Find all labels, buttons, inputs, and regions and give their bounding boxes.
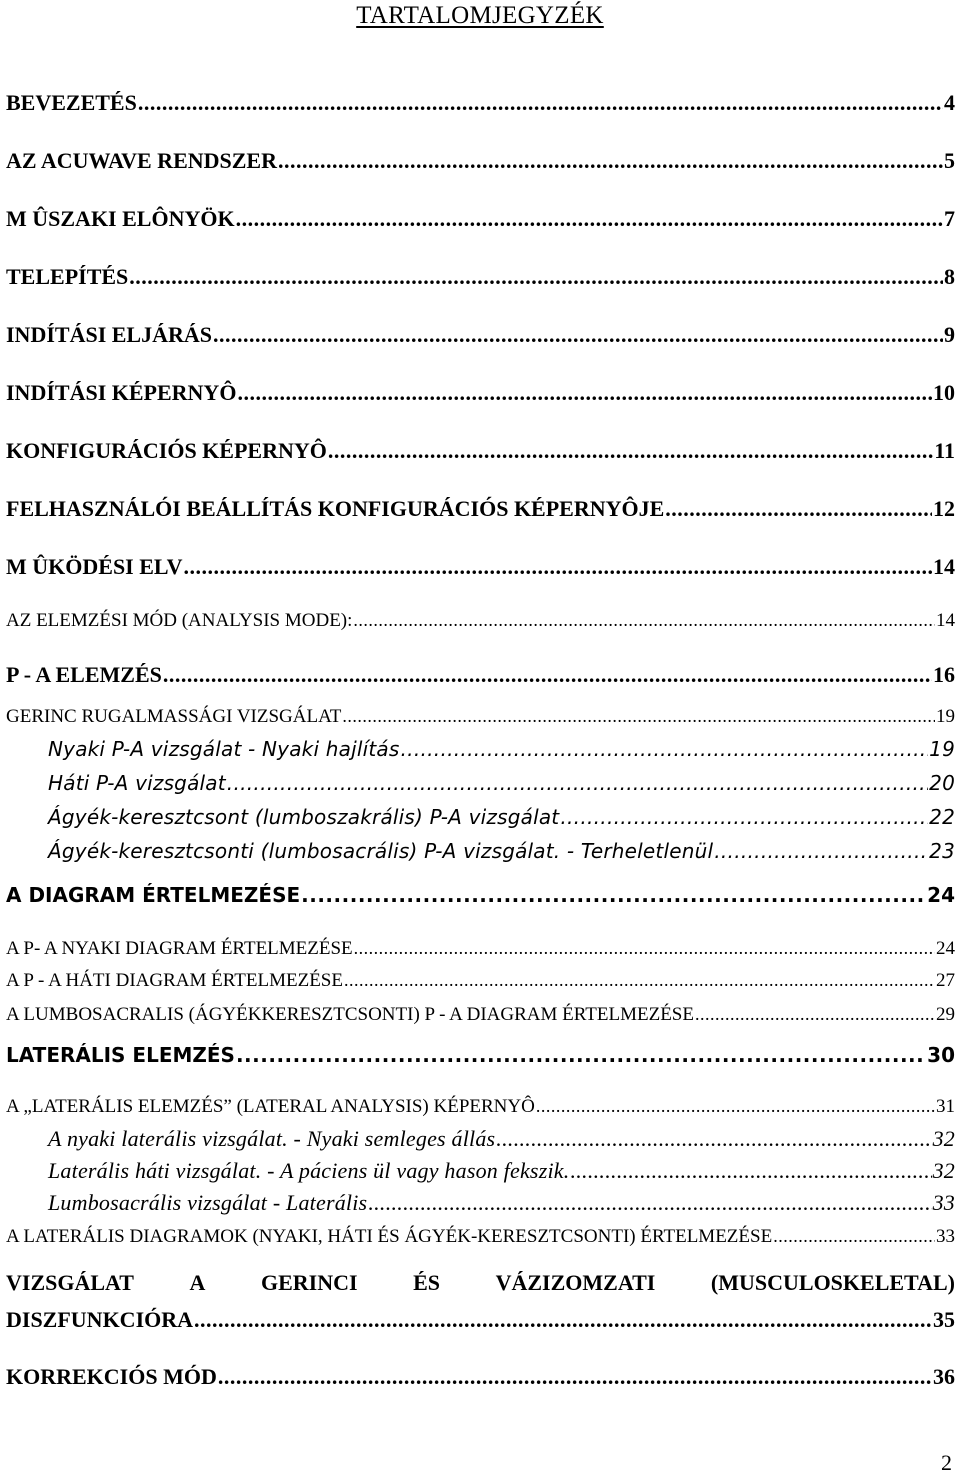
toc-label: DISZFUNKCIÓRA (6, 1307, 194, 1332)
toc-page: 14 (936, 610, 955, 631)
toc-label: FELHASZNÁLÓI BEÁLLÍTÁS KONFIGURÁCIÓS KÉPERNYÔJE (6, 496, 665, 521)
toc-page: 4 (944, 90, 955, 115)
toc-label: Nyaki P-A vizsgálat - Nyaki hajlítás (48, 737, 400, 761)
toc-entry[interactable] (48, 840, 955, 863)
toc-label: A P- A NYAKI DIAGRAM ÉRTELMEZÉSE (6, 938, 353, 959)
dot-leader (236, 206, 943, 231)
toc-label: A nyaki laterális vizsgálat. - Nyaki semleges állás (48, 1126, 496, 1151)
dot-leader (560, 806, 928, 829)
toc-entry[interactable] (6, 1044, 955, 1067)
page-number: 2 (941, 1450, 952, 1475)
toc-entry[interactable] (6, 206, 955, 231)
dot-leader (183, 554, 932, 579)
toc-entry[interactable] (48, 738, 955, 761)
toc-label: A LUMBOSACRALIS (ÁGYÉKKERESZTCSONTI) P - A DIAGRAM ÉRTELMEZÉSE (6, 1004, 694, 1025)
toc-label: A „LATERÁLIS ELEMZÉS” (LATERAL ANALYSIS) KÉPERNYÔ (6, 1096, 535, 1117)
toc-page: 11 (934, 438, 955, 463)
toc-label: P - A ELEMZÉS (6, 662, 162, 687)
toc-entry[interactable] (6, 1364, 955, 1389)
toc-label: A LATERÁLIS DIAGRAMOK (NYAKI, HÁTI ÉS ÁGYÉK-KERESZTCSONTI) ÉRTELMEZÉSE (6, 1226, 773, 1247)
toc-page: 35 (933, 1307, 955, 1332)
toc-entry[interactable] (48, 772, 955, 795)
toc-word: ÉS (413, 1270, 441, 1295)
toc-entry[interactable] (6, 1096, 955, 1118)
toc-entry[interactable] (6, 706, 955, 728)
toc-entry[interactable] (48, 1158, 955, 1183)
dot-leader (328, 438, 933, 463)
dot-leader (773, 1226, 935, 1247)
toc-entry[interactable] (6, 496, 955, 521)
toc-page: 19 (929, 737, 955, 761)
dot-leader (570, 1158, 931, 1183)
toc-label: LATERÁLIS ELEMZÉS (6, 1043, 235, 1067)
toc-label: GERINC RUGALMASSÁGI VIZSGÁLAT (6, 706, 342, 727)
toc-page: 36 (933, 1364, 955, 1389)
dot-leader (353, 610, 935, 631)
toc-label: M ÛSZAKI ELÔNYÖK (6, 206, 235, 231)
toc-entry[interactable] (48, 806, 955, 829)
toc-entry[interactable] (6, 1226, 955, 1248)
toc-page: 10 (933, 380, 955, 405)
toc-page: 12 (933, 496, 955, 521)
dot-leader (301, 884, 926, 907)
dot-leader (218, 1364, 932, 1389)
toc-label: TELEPÍTÉS (6, 264, 129, 289)
toc-label: Lumbosacrális vizsgálat - Laterális (48, 1190, 368, 1215)
toc-label: Ágyék-keresztcsont (lumboszakrális) P-A vizsgálat (48, 805, 560, 829)
toc-page: 20 (929, 771, 955, 795)
dot-leader (163, 662, 932, 687)
dot-leader (278, 148, 943, 173)
toc-page: 32 (932, 1126, 955, 1151)
toc-page: 5 (944, 148, 955, 173)
toc-label: AZ ELEMZÉSI MÓD (ANALYSIS MODE): (6, 610, 353, 631)
toc-entry[interactable] (6, 148, 955, 173)
toc-multiline-row1 (6, 1270, 955, 1296)
toc-page: 30 (927, 1043, 955, 1067)
dot-leader (496, 1126, 931, 1151)
toc-label: AZ ACUWAVE RENDSZER (6, 148, 277, 173)
toc-entry[interactable] (48, 1126, 955, 1151)
dot-leader (344, 970, 935, 991)
toc-page: 32 (932, 1158, 955, 1183)
toc-page: 22 (929, 805, 955, 829)
dot-leader (194, 1307, 932, 1333)
page-title: TARTALOMJEGYZÉK (356, 2, 604, 29)
toc-label: KONFIGURÁCIÓS KÉPERNYÔ (6, 438, 327, 463)
toc-entry[interactable] (6, 554, 955, 579)
toc-page: 14 (933, 554, 955, 579)
toc-label: BEVEZETÉS (6, 90, 137, 115)
dot-leader (138, 90, 943, 115)
toc-label: M ÛKÖDÉSI ELV (6, 554, 183, 579)
toc-page: 16 (933, 662, 955, 687)
dot-leader (695, 1004, 935, 1025)
dot-leader (129, 264, 943, 289)
toc-entry[interactable] (6, 662, 955, 687)
toc-entry[interactable] (6, 438, 955, 463)
toc-label: KORREKCIÓS MÓD (6, 1364, 217, 1389)
toc-multiline-row2 (6, 1307, 955, 1333)
toc-page: 19 (936, 706, 955, 727)
toc-label: Ágyék-keresztcsonti (lumbosacrális) P-A vizsgálat. - Terheletlenül (48, 839, 714, 863)
toc-word: A (189, 1270, 206, 1295)
toc-page: 33 (932, 1190, 955, 1215)
toc-page: 33 (936, 1226, 955, 1247)
toc-page: 29 (936, 1004, 955, 1025)
toc-entry[interactable] (6, 90, 955, 115)
toc-label: Háti P-A vizsgálat (48, 771, 226, 795)
toc-entry-multiline[interactable] (6, 1270, 955, 1333)
toc-entry[interactable] (6, 610, 955, 632)
toc-entry[interactable] (48, 1190, 955, 1215)
toc-entry[interactable] (6, 1004, 955, 1026)
toc-word: VIZSGÁLAT (6, 1270, 134, 1295)
toc-entry[interactable] (6, 264, 955, 289)
toc-entry[interactable] (6, 380, 955, 405)
toc-entry[interactable] (6, 884, 955, 907)
toc-entry[interactable] (6, 970, 955, 992)
dot-leader (368, 1190, 931, 1215)
toc-page: 23 (929, 839, 955, 863)
dot-leader (237, 380, 932, 405)
dot-leader (354, 938, 935, 959)
toc-page: 27 (936, 970, 955, 991)
dot-leader (714, 840, 928, 863)
toc-label: A P - A HÁTI DIAGRAM ÉRTELMEZÉSE (6, 970, 343, 991)
dot-leader (536, 1096, 935, 1117)
dot-leader (665, 496, 932, 521)
toc-page: 31 (936, 1096, 955, 1117)
toc-page: 24 (936, 938, 955, 959)
dot-leader (227, 772, 928, 795)
toc-word: VÁZIZOMZATI (495, 1270, 656, 1295)
dot-leader (401, 738, 929, 761)
dot-leader (236, 1044, 926, 1067)
dot-leader (213, 322, 943, 347)
toc-entry[interactable] (6, 938, 955, 960)
toc-page: 7 (944, 206, 955, 231)
toc-label: Laterális háti vizsgálat. - A páciens ül vagy hason fekszik. (48, 1158, 570, 1183)
toc-label: INDÍTÁSI ELJÁRÁS (6, 322, 213, 347)
dot-leader (342, 706, 935, 727)
toc-label: INDÍTÁSI KÉPERNYÔ (6, 380, 237, 405)
toc-page: 24 (927, 883, 955, 907)
toc-page: 8 (944, 264, 955, 289)
toc-label: A DIAGRAM ÉRTELMEZÉSE (6, 883, 301, 907)
toc-word: GERINCI (260, 1270, 358, 1295)
toc-entry[interactable] (6, 322, 955, 347)
toc-page: 9 (944, 322, 955, 347)
toc-word: (MUSCULOSKELETAL) (710, 1270, 955, 1295)
